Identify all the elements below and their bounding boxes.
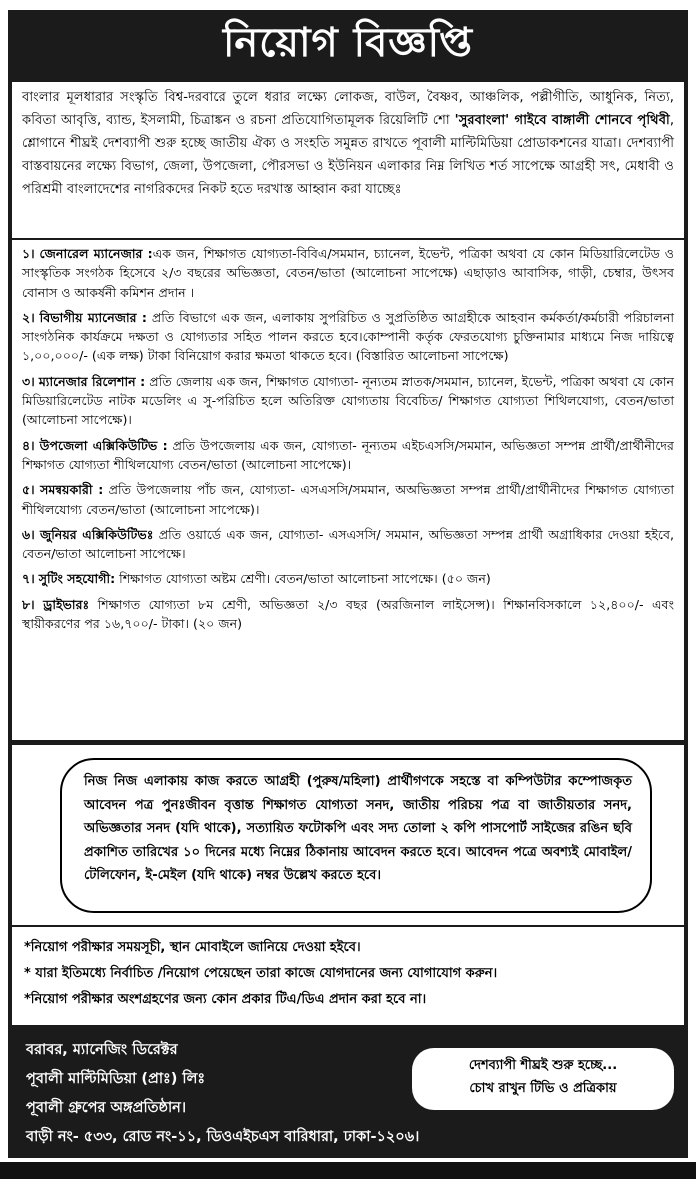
bottom-border: [0, 1162, 696, 1179]
position-item: [22, 436, 674, 475]
address-group: পূবালী গ্রুপের অঙ্গপ্রতিষ্ঠান।: [26, 1100, 186, 1116]
position-title: সুটিং সহযোগী:: [38, 571, 116, 587]
intro-paragraph: [12, 82, 684, 238]
note-item: *নিয়োগ পরীক্ষার সময়সূচী, স্থান মোবাইলে জানিয়ে দেওয়া হইবে।: [24, 940, 361, 955]
position-item: [22, 308, 674, 366]
position-item: [22, 525, 674, 564]
position-item: [22, 372, 674, 430]
position-item: [22, 595, 674, 634]
position-number: ৮।: [22, 596, 35, 612]
position-title: জেনারেল ম্যানেজার :: [39, 246, 153, 261]
title-bar: [8, 10, 688, 78]
intro-text-part1: বাংলার মূলধারার সংস্কৃতি বিশ্ব-দরবারে তুলে ধরার লক্ষ্যে লোকজ, বাউল, বৈষ্ণব, আঞ্চলিক, পল্লীগীতি, আধুনিক, নিত্য, কবিতা আবৃত্তি, ব্যান্ড, ইসলামী, চিত্রাঙ্কন ও রচনা প্রতিযোগিতামূলক রিয়েলিটি শো: [22, 90, 674, 128]
position-details: শিক্ষাগত যোগ্যতা ৮ম শ্রেণী, অভিজ্ঞতা ২/৩ বছর (অরজিনাল লাইসেন্স)। শিক্ষানবিসকালে ১২,৪০০/- এবং স্থায়ীকরণের পর ১৬,৭০০/- টাকা। (২০ জন): [22, 596, 674, 632]
position-item: [22, 569, 674, 588]
promo-badge: [412, 1048, 674, 1110]
position-title: সমন্বয়কারী :: [40, 482, 104, 498]
address-footer: [8, 1028, 688, 1158]
position-number: ১।: [22, 246, 35, 261]
position-title: উপজেলা এক্সিকিউটিভ :: [39, 437, 168, 453]
position-title: বিভাগীয় ম্যানেজার :: [39, 309, 147, 325]
position-details: প্রতি উপজেলায় এক জন, যোগ্যতা- নূন্যতম এইচএসসি/সমমান, অভিজ্ঞতা সম্পন্ন প্রার্থী/প্রার্থীনীদের শিক্ষাগত যোগ্যতা শীথিলযোগ্য বেতন/ভাতা (আলোচনা সাপেক্ষে)।: [22, 437, 674, 472]
position-item: [22, 244, 674, 302]
note-item: *নিয়োগ পরীক্ষার অংশগ্রহণের জন্য কোন প্রকার টিএ/ডিএ প্রদান করা হবে না।: [24, 992, 427, 1007]
position-number: ৭।: [22, 571, 35, 587]
position-item: [22, 480, 674, 519]
positions-list: [12, 240, 684, 740]
position-title: ম্যানেজার রিলেশান :: [38, 373, 146, 389]
promo-line1: দেশব্যাপী শীঘ্রই শুরু হচ্ছে...: [468, 1058, 618, 1073]
position-number: ২।: [22, 309, 35, 325]
position-number: ৫।: [22, 482, 35, 498]
address-company: পূবালী মাল্টিমিডিয়া (প্রাঃ) লিঃ: [26, 1071, 206, 1087]
position-number: ৩।: [22, 373, 35, 389]
position-details: প্রতি ওয়ার্ডে এক জন, যোগ্যতা- এসএসসি/ সমমান, অভিজ্ঞতা সম্পন্ন প্রার্থী অগ্রাধিকার দেওয়া হইবে, বেতন/ভাতা আলোচনা সাপেক্ষে।: [22, 526, 674, 562]
position-details: প্রতি উপজেলায় পাঁচ জন, যোগ্যতা- এসএসসি/সমমান, অঅভিজ্ঞতা সম্পন্ন প্রার্থী/প্রার্থীনীদের শিক্ষাগত যোগ্যতা শীথিলযোগ্য বেতন/ভাতা (আলোচনা সাপেক্ষে)।: [22, 482, 675, 517]
notes-section: [12, 927, 684, 1025]
page-title: নিয়োগ বিজ্ঞপ্তি: [222, 18, 473, 66]
address-recipient: বরাবর, ম্যানেজিং ডিরেক্টর: [26, 1042, 178, 1058]
position-title: ড্রাইভারঃ: [43, 596, 90, 612]
position-details: এক জন, শিক্ষাগত যোগ্যতা-বিবিএ/সমমান, চ্যানেল, ইভেন্ট, পত্রিকা অথবা যে কোন মিডিয়ারিলেটেড ও সাংস্কৃতিক সংগঠক হিসেবে ২/৩ বছরের অভিজ্ঞতা, বেতন/ভাতা (আলোচনা সাপেক্ষে) এছাড়াও আবাসিক, গাড়ী, চেম্বার, উৎসব বোনাস ও আকর্ষনী কমিশন প্রদান ।: [22, 246, 674, 300]
position-details: প্রতি জেলায় এক জন, শিক্ষাগত যোগ্যতা- নূন্যতম স্নাতক/সমমান, চ্যানেল, ইভেন্ট, পত্রিকা অথবা যে কোন মিডিয়ারিলেটেড নাটক মডেলিং এ সু-পরিচিত হলে অতিরিক্ত যোগ্যতায় বিবেচিত/ শিক্ষাগত যোগ্যতা শিথিলযোগ্য, বেতন/ভাতা (আলোচনা সাপেক্ষে)।: [22, 373, 674, 428]
application-instructions: নিজ নিজ এলাকায় কাজ করতে আগ্রহী (পুরুষ/মহিলা) প্রার্থীগণকে সহস্তে বা কম্পিউটার কম্পোজকৃত আবেদন পত্র পুনঃজীবন বৃত্তান্ত শিক্ষাগত যোগ্যতা সনদ, জাতীয় পরিচয় পত্র বা জাতীয়তার সনদ, অভিজ্ঞতার সনদ (যদি থাকে), সত্যায়িত ফটোকপি এবং সদ্য তোলা ২ কপি পাসপোর্ট সাইজের রঙিন ছবি প্রকাশিত তারিখের ১০ দিনের মধ্যে নিম্নের ঠিকানায় আবেদন করতে হবে। আবেদন পত্রে অবশ্যই মোবাইল/টেলিফোন, ই-মেইল (যদি থাকে) নম্বর উল্লেখ করতে হবে।: [60, 758, 652, 913]
position-title: জুনিয়র এক্সিকিউটিভঃ: [39, 526, 154, 542]
intro-slogan: 'সুরবাংলা' গাইবে বাঙ্গালী শোনবে পৃথিবী: [454, 113, 670, 128]
position-number: ৬।: [22, 526, 35, 542]
address-street: বাড়ী নং- ৫৩৩, রোড নং-১১, ডিওএইচএস বারিধারা, ঢাকা-১২০৬।: [26, 1129, 420, 1145]
position-number: ৪।: [22, 437, 35, 453]
advertisement-frame: [8, 10, 688, 1158]
intro-text-part2: , শ্লোগানে শীঘ্রই দেশব্যাপী শুরু হচ্ছে জাতীয় ঐক্য ও সংহতি সমুন্নত রাখতে পূবালী মাল্টিমিডিয়া প্রোডাকশনের যাত্রা। দেশব্যাপী বাস্তবায়নের লক্ষ্যে বিভাগ, জেলা, উপজেলা, পৌরসভা ও ইউনিয়ন এলাকার নিম্ন লিখিত শর্ত সাপেক্ষে আগ্রহী সৎ, মেধাবী ও পরিশ্রমী বাংলাদেশের নাগরিকদের নিকট হতে দরখাস্ত আহ্বান করা যাচ্ছেঃ: [22, 113, 675, 197]
position-details: শিক্ষাগত যোগ্যতা অষ্টম শ্রেণী। বেতন/ভাতা আলোচনা সাপেক্ষে। (৫০ জন): [115, 571, 491, 587]
promo-line2: চোখ রাখুন টিভি ও প্রত্রিকায়: [469, 1081, 617, 1096]
note-item: * যারা ইতিমধ্যে নির্বাচিত /নিয়োগ পেয়েছেন তারা কাজে যোগদানের জন্য যোগাযোগ করুন।: [24, 966, 498, 981]
position-details: প্রতি বিভাগে এক জন, এলাকায় সুপরিচিত ও সুপ্রতিষ্ঠিত আগ্রহীকে আহবান কর্মকর্তা/কর্মচারী পরিচালনা সাংগঠনিক কার্যক্রমে দক্ষতা ও যোগ্যতার সহিত পালন করতে হবে।কোম্পানী কর্তৃক ফেরতযোগ্য চুক্তিনামার মাধ্যমে নিজ দায়িত্বে ১,০০,০০০/- (এক লক্ষ) টাকা বিনিয়োগ করার ক্ষমতা থাকতে হবে। (বিস্তারিত আলোচনা সাপেক্ষে): [22, 309, 674, 364]
